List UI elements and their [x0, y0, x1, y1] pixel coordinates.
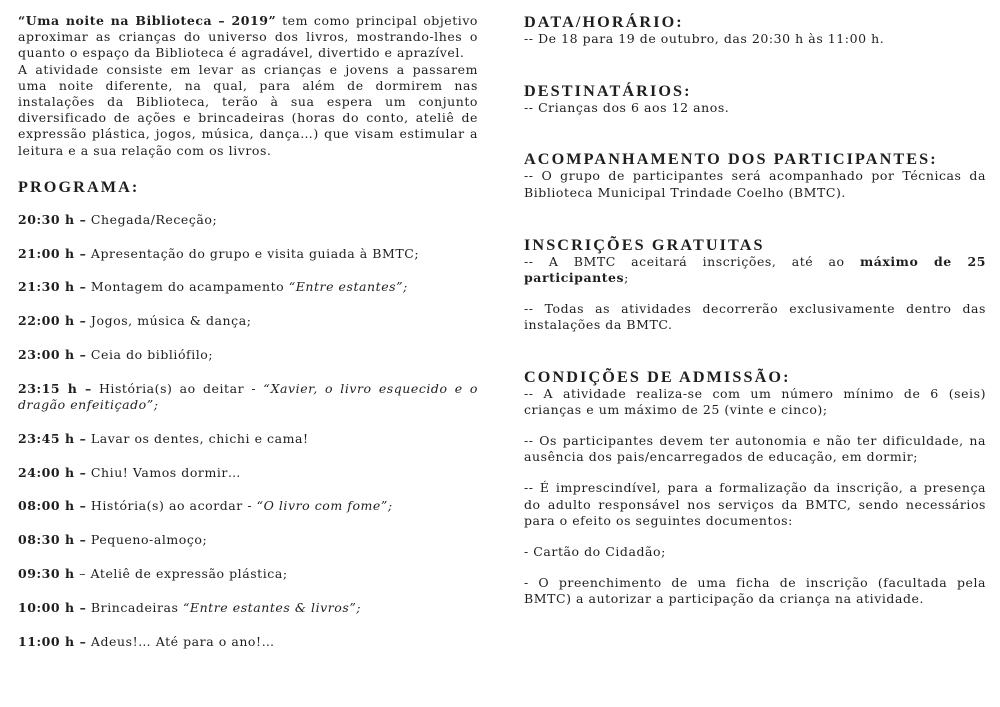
program-item-text: Chegada/Receção; [86, 211, 218, 227]
program-item-time: 11:00 h – [18, 633, 87, 649]
programa-heading: PROGRAMA: [18, 177, 140, 196]
condicoes-paragraph-3: -- É imprescindível, para a formalização da inscrição, a presença do adulto responsável nos serviços da BMTC, sendo necessários para o efeito os seguintes documentos: [524, 480, 986, 528]
program-item-title: “Entre estantes & livros”; [182, 599, 362, 615]
left-column [18, 13, 478, 650]
program-item-title: “Xavier, o livro esquecido e o dragão enfeitiçado”; [18, 380, 478, 413]
program-item-text: Chiu! Vamos dormir… [86, 464, 241, 480]
program-item-text: Adeus!… Até para o ano!… [86, 633, 275, 649]
program-item [18, 381, 478, 413]
program-item-text: Jogos, música & dança; [86, 313, 252, 329]
condicoes-paragraph-4: - Cartão do Cidadão; [524, 544, 666, 560]
program-item-time: 20:30 h – [18, 211, 87, 227]
program-item-text: – Ateliê de expressão plástica; [74, 566, 288, 581]
destinatarios-heading: DESTINATÁRIOS: [524, 82, 692, 101]
acompanhamento-text: -- O grupo de participantes será acompanhado por Técnicas da Biblioteca Municipal Trindade Coelho (BMTC). [524, 168, 986, 200]
program-item [18, 279, 478, 295]
intro-paragraph-1 [18, 13, 478, 62]
program-item [18, 313, 478, 329]
intro-paragraph-1-text: tem como principal objetivo aproximar as crianças do universo dos livros, mostrando-lhes o quanto o espaço da Biblioteca é agradável, divertido e aprazível. [18, 13, 479, 61]
program-item-text: Montagem do acampamento [86, 279, 289, 295]
program-item-time: 09:30 h [18, 566, 75, 581]
program-item-text: Pequeno-almoço; [86, 532, 208, 548]
program-item-text: Ceia do bibliófilo; [86, 347, 214, 363]
program-item [18, 347, 478, 363]
program-item-time: 10:00 h – [18, 599, 87, 615]
program-item-time: 21:00 h – [18, 245, 87, 261]
program-item-time: 23:00 h – [18, 347, 87, 363]
program-item-time: 24:00 h – [18, 464, 87, 480]
program-item-text: História(s) ao acordar - [86, 498, 257, 514]
program-item-time: 08:30 h – [18, 532, 87, 548]
condicoes-heading: CONDIÇÕES DE ADMISSÃO: [524, 367, 791, 386]
inscricoes-heading: INSCRIÇÕES GRATUITAS [524, 235, 765, 254]
data-horario-heading: DATA/HORÁRIO: [524, 13, 684, 31]
program-item [18, 465, 478, 481]
program-item-time: 21:30 h – [18, 279, 87, 295]
program-item-text: Lavar os dentes, chichi e cama! [86, 430, 309, 446]
program-item-text: Brincadeiras [86, 599, 183, 615]
condicoes-paragraph-2: -- Os participantes devem ter autonomia e não ter dificuldade, na ausência dos pais/encarregados de educação, em dormir; [524, 433, 986, 465]
condicoes-paragraph-5: - O preenchimento de uma ficha de inscrição (facultada pela BMTC) a autorizar a participação da criança na atividade. [524, 575, 986, 607]
inscricoes-p1-pre: -- A BMTC aceitará inscrições, até ao [524, 253, 860, 269]
program-item-title: “Entre estantes”; [288, 279, 408, 295]
program-item-text: História(s) ao deitar - [91, 380, 264, 396]
program-item [18, 246, 478, 262]
program-item-time: 08:00 h – [18, 498, 87, 514]
condicoes-paragraph-1: -- A atividade realiza-se com um número mínimo de 6 (seis) crianças e um máximo de 25 (vinte e cinco); [524, 385, 986, 417]
program-item-time: 22:00 h – [18, 313, 87, 329]
program-item-text: Apresentação do grupo e visita guiada à BMTC; [86, 245, 420, 261]
intro-paragraph-2: A atividade consiste em levar as crianças e jovens a passarem uma noite diferente, na qual, para além de dormirem nas instalações da Biblioteca, terão à sua espera um conjunto diversificado de ações e brincadeiras (horas do conto, ateliê de expressão plástica, jogos, música, dança…) que visam estimular a leitura e a sua relação com os livros. [18, 61, 478, 158]
program-item [18, 532, 478, 548]
inscricoes-p1-bold: máximo de 25 participantes [524, 253, 986, 286]
program-list [18, 212, 478, 650]
program-item [18, 431, 478, 447]
program-item [18, 212, 478, 228]
program-item [18, 566, 478, 582]
program-item [18, 634, 478, 650]
inscricoes-paragraph-1 [524, 254, 986, 286]
inscricoes-p1-post: ; [624, 270, 629, 286]
program-item [18, 498, 478, 514]
event-title: “Uma noite na Biblioteca – 2019” [18, 13, 277, 28]
program-item-time: 23:45 h – [18, 430, 87, 446]
right-column [524, 13, 986, 608]
program-item-title: “O livro com fome”; [256, 498, 393, 514]
data-horario-text: -- De 18 para 19 de outubro, das 20:30 h às 11:00 h. [524, 31, 885, 46]
program-item-time: 23:15 h – [18, 380, 92, 396]
acompanhamento-heading: ACOMPANHAMENTO DOS PARTICIPANTES: [524, 150, 938, 169]
program-item [18, 600, 478, 616]
destinatarios-text: -- Crianças dos 6 aos 12 anos. [524, 100, 730, 116]
inscricoes-paragraph-2: -- Todas as atividades decorrerão exclusivamente dentro das instalações da BMTC. [524, 301, 986, 333]
